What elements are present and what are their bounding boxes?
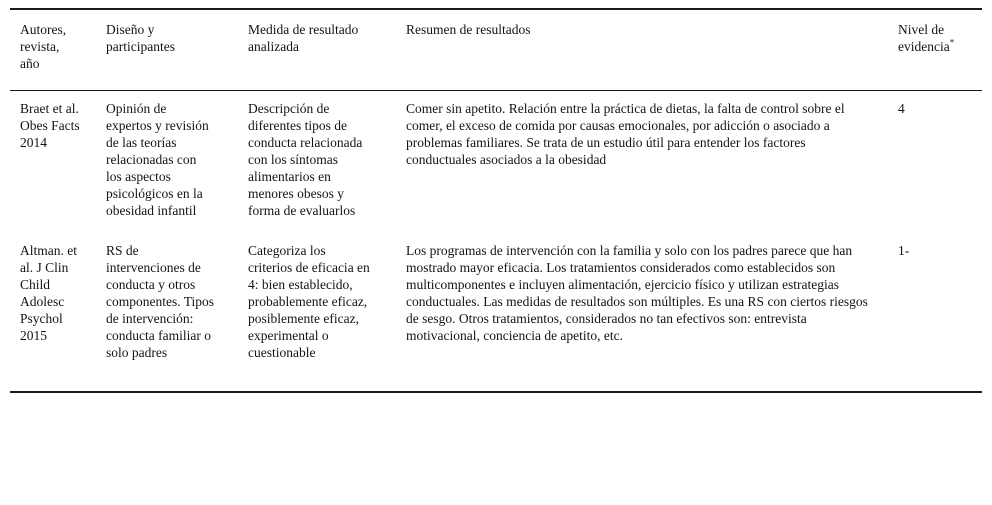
col-header-diseno-label: Diseño y participantes xyxy=(106,22,175,54)
table-body xyxy=(10,91,982,393)
cell-resumen: Comer sin apetito. Relación entre la práctica de dietas, la falta de control sobre el comer, el exceso de comida por causas emocionales, por adicción o asociado a problemas familiares. Se trata de un estudio útil para entender los factores conductuales asociados a la obesidad xyxy=(406,101,845,167)
cell-resumen: Los programas de intervención con la familia y solo con los padres parece que han mostrado mayor eficacia. Los tratamientos considerados como establecidos son multicomponentes e incluyen alimentación, ejercicio físico y utilizan estrategias conductuales. Las medidas de resultados son múltiples. Es una RS con ciertos riesgos de sesgo. Otros tratamientos, considerados no tan efectivos son: entrevista motivacional, conciencia de apetito, etc. xyxy=(406,243,868,343)
table-row xyxy=(10,233,982,392)
col-header-medida xyxy=(248,9,406,91)
cell-medida: Descripción de diferentes tipos de conducta relacionada con los síntomas alimentarios en menores obesos y forma de evaluarlos xyxy=(248,101,363,218)
footnote-asterisk: * xyxy=(949,37,955,48)
table-row xyxy=(10,91,982,234)
cell-nivel-evidencia: 1- xyxy=(898,243,910,258)
col-header-nivel-label: Nivel de evidencia xyxy=(898,22,950,54)
col-header-autores xyxy=(10,9,106,91)
evidence-table xyxy=(10,8,982,393)
cell-diseno: RS de intervenciones de conducta y otros componentes. Tipos de intervención: conducta familiar o solo padres xyxy=(106,243,215,360)
col-header-nivel xyxy=(898,9,982,91)
cell-autores: Altman. et al. J Clin Child Adolesc Psychol 2015 xyxy=(20,243,77,343)
col-header-diseno xyxy=(106,9,248,91)
cell-autores: Braet et al. Obes Facts 2014 xyxy=(20,101,80,150)
table-head xyxy=(10,9,982,91)
cell-nivel-evidencia: 4 xyxy=(898,101,905,116)
header-row xyxy=(10,9,982,91)
col-header-autores-label: Autores, revista, año xyxy=(20,22,67,71)
col-header-medida-label: Medida de resultado analizada xyxy=(248,22,359,54)
cell-diseno: Opinión de expertos y revisión de las teorías relacionadas con los aspectos psicológicos en la obesidad infantil xyxy=(106,101,209,218)
cell-medida: Categoriza los criterios de eficacia en 4: bien establecido, probablemente eficaz, posiblemente eficaz, experimental o cuestionable xyxy=(248,243,370,360)
col-header-resumen xyxy=(406,9,898,91)
col-header-resumen-label: Resumen de resultados xyxy=(406,22,531,37)
